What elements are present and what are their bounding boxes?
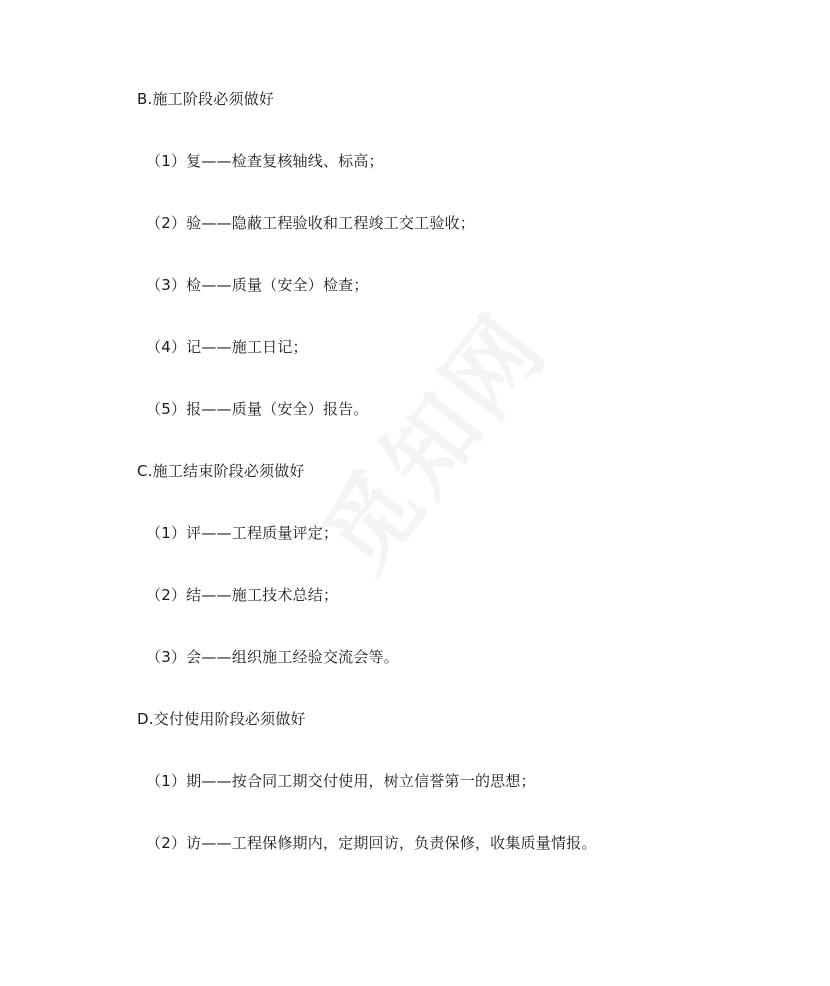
section-b-item-1: （1）复——检查复核轴线、标高；: [146, 152, 384, 170]
section-b-item-4: （4）记——施工日记；: [146, 338, 308, 356]
section-b-heading: B.施工阶段必须做好: [137, 90, 275, 108]
section-c-item-2: （2）结——施工技术总结；: [146, 586, 339, 604]
section-c-item-1: （1）评——工程质量评定；: [146, 524, 339, 542]
section-b-item-5: （5）报——质量（安全）报告。: [146, 400, 369, 418]
section-d-item-1: （1）期——按合同工期交付使用，树立信誉第一的思想；: [146, 772, 536, 790]
section-c-item-3: （3）会——组织施工经验交流会等。: [146, 648, 399, 666]
section-c-heading: C.施工结束阶段必须做好: [137, 462, 305, 480]
section-d-item-2: （2）访——工程保修期内，定期回访，负责保修，收集质量情报。: [146, 834, 597, 852]
section-b-item-3: （3）检——质量（安全）检查；: [146, 276, 369, 294]
section-b-item-2: （2）验——隐蔽工程验收和工程竣工交工验收；: [146, 214, 475, 232]
section-d-heading: D.交付使用阶段必须做好: [137, 710, 306, 728]
watermark: [286, 282, 571, 595]
